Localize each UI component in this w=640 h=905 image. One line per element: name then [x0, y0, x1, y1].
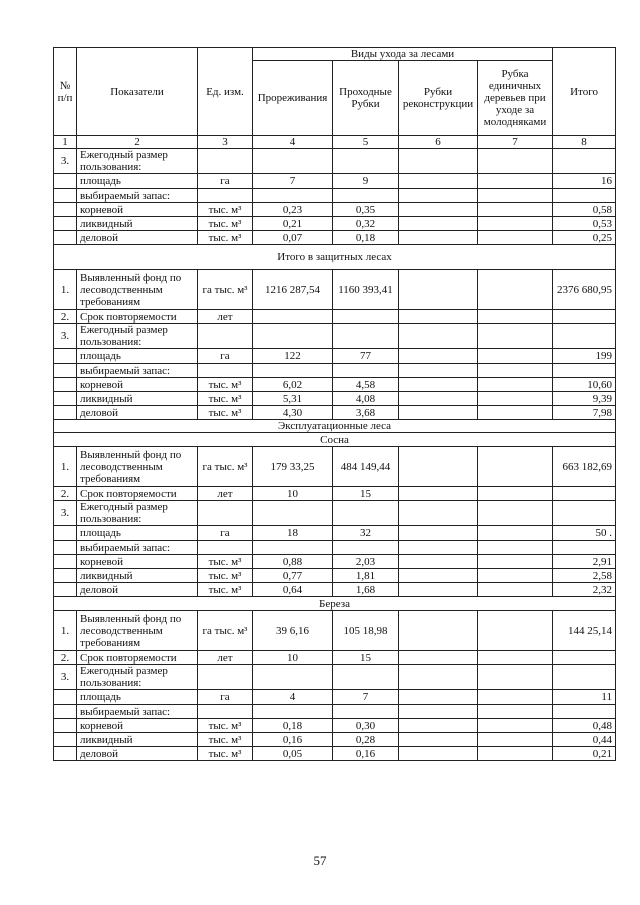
cell-reconstruction: [399, 665, 478, 690]
cell-thinning: [253, 501, 333, 526]
cell-label: корневой: [77, 378, 198, 392]
cell-reconstruction: [399, 447, 478, 487]
cell-total: 663 182,69: [553, 447, 616, 487]
cell-reconstruction: [399, 569, 478, 583]
section-row: [54, 245, 616, 270]
cell-thinning: [253, 324, 333, 349]
cell-passage: [333, 665, 399, 690]
cell-no: 3.: [54, 324, 77, 349]
cell-total: 0,58: [553, 203, 616, 217]
cell-passage: 484 149,44: [333, 447, 399, 487]
cell-no: [54, 747, 77, 761]
cell-thinning: 6,02: [253, 378, 333, 392]
cell-total: 2,58: [553, 569, 616, 583]
cell-single: [478, 231, 553, 245]
cell-unit: лет: [198, 651, 253, 665]
cell-label: выбираемый запас:: [77, 541, 198, 555]
cell-passage: 15: [333, 651, 399, 665]
cell-total: [553, 324, 616, 349]
cell-single: [478, 665, 553, 690]
cell-unit: тыс. м³: [198, 583, 253, 597]
cell-total: 2,91: [553, 555, 616, 569]
cell-single: [478, 217, 553, 231]
table-row: [54, 231, 616, 245]
table-row: [54, 747, 616, 761]
cell-unit: га: [198, 690, 253, 705]
cell-total: [553, 665, 616, 690]
cell-unit: га тыс. м³: [198, 270, 253, 310]
page-number: 57: [313, 853, 327, 868]
table-row: [54, 690, 616, 705]
table-row: [54, 487, 616, 501]
cell-total: 9,39: [553, 392, 616, 406]
section-row: [54, 597, 616, 611]
cell-unit: га: [198, 174, 253, 189]
section-title: Итого в защитных лесах: [54, 245, 616, 270]
cell-thinning: [253, 149, 333, 174]
cell-unit: [198, 501, 253, 526]
cell-passage: [333, 541, 399, 555]
cell-label: корневой: [77, 203, 198, 217]
cell-thinning: 18: [253, 526, 333, 541]
cell-reconstruction: [399, 705, 478, 719]
cell-label: Ежегодный размер пользования:: [77, 324, 198, 349]
cell-total: 2,32: [553, 583, 616, 597]
cell-total: 0,25: [553, 231, 616, 245]
cell-no: [54, 392, 77, 406]
cell-total: [553, 149, 616, 174]
cell-no: 2.: [54, 487, 77, 501]
cell-total: [553, 189, 616, 203]
cell-single: [478, 364, 553, 378]
cell-reconstruction: [399, 189, 478, 203]
cell-label: выбираемый запас:: [77, 364, 198, 378]
header-total: Итого: [553, 48, 616, 136]
cell-reconstruction: [399, 541, 478, 555]
cell-label: Выявленный фонд по лесоводственным требованиям: [77, 447, 198, 487]
cell-passage: 15: [333, 487, 399, 501]
cell-single: [478, 487, 553, 501]
cell-unit: лет: [198, 487, 253, 501]
cell-single: [478, 541, 553, 555]
colnum-3: 3: [198, 136, 253, 149]
cell-unit: тыс. м³: [198, 406, 253, 420]
cell-label: ликвидный: [77, 733, 198, 747]
table-row: [54, 569, 616, 583]
colnum-6: 6: [399, 136, 478, 149]
cell-reconstruction: [399, 719, 478, 733]
cell-total: 0,21: [553, 747, 616, 761]
cell-passage: 4,08: [333, 392, 399, 406]
table-row: [54, 392, 616, 406]
cell-thinning: 0,05: [253, 747, 333, 761]
cell-single: [478, 555, 553, 569]
cell-passage: 0,16: [333, 747, 399, 761]
cell-total: [553, 364, 616, 378]
colnum-5: 5: [333, 136, 399, 149]
cell-no: [54, 406, 77, 420]
cell-unit: [198, 364, 253, 378]
cell-unit: [198, 149, 253, 174]
table-row: [54, 364, 616, 378]
cell-no: [54, 733, 77, 747]
cell-label: Срок повторяемости: [77, 487, 198, 501]
colnum-4: 4: [253, 136, 333, 149]
cell-reconstruction: [399, 349, 478, 364]
cell-no: 1.: [54, 447, 77, 487]
cell-thinning: 7: [253, 174, 333, 189]
header-reconstruction-cuttings: Рубки реконструкции: [399, 61, 478, 136]
cell-label: Выявленный фонд по лесоводственным требованиям: [77, 270, 198, 310]
cell-unit: га тыс. м³: [198, 611, 253, 651]
cell-label: площадь: [77, 526, 198, 541]
header-passage-cuttings: Проходные Рубки: [333, 61, 399, 136]
cell-single: [478, 149, 553, 174]
cell-reconstruction: [399, 217, 478, 231]
cell-no: 3.: [54, 149, 77, 174]
cell-reconstruction: [399, 203, 478, 217]
cell-passage: 9: [333, 174, 399, 189]
cell-passage: 32: [333, 526, 399, 541]
table-row: [54, 189, 616, 203]
cell-unit: тыс. м³: [198, 378, 253, 392]
cell-single: [478, 526, 553, 541]
cell-total: 50 .: [553, 526, 616, 541]
cell-no: [54, 690, 77, 705]
cell-no: [54, 189, 77, 203]
cell-unit: тыс. м³: [198, 747, 253, 761]
cell-reconstruction: [399, 392, 478, 406]
cell-thinning: [253, 541, 333, 555]
cell-label: Ежегодный размер пользования:: [77, 149, 198, 174]
cell-single: [478, 189, 553, 203]
cell-label: площадь: [77, 174, 198, 189]
cell-total: 11: [553, 690, 616, 705]
cell-single: [478, 733, 553, 747]
table-row: [54, 310, 616, 324]
cell-no: 3.: [54, 665, 77, 690]
cell-reconstruction: [399, 406, 478, 420]
cell-thinning: 1216 287,54: [253, 270, 333, 310]
table-row: [54, 324, 616, 349]
table-row: [54, 349, 616, 364]
cell-passage: 105 18,98: [333, 611, 399, 651]
section-title: Эксплуатационные леса: [54, 420, 616, 433]
cell-label: Ежегодный размер пользования:: [77, 501, 198, 526]
cell-thinning: 0,77: [253, 569, 333, 583]
cell-total: 199: [553, 349, 616, 364]
table-row: [54, 665, 616, 690]
cell-thinning: 10: [253, 651, 333, 665]
cell-single: [478, 174, 553, 189]
header-single-tree-cutting: Рубка единичных деревьев при уходе за молодняками: [478, 61, 553, 136]
cell-single: [478, 583, 553, 597]
cell-no: [54, 583, 77, 597]
cell-single: [478, 349, 553, 364]
cell-unit: тыс. м³: [198, 555, 253, 569]
cell-label: деловой: [77, 406, 198, 420]
cell-no: [54, 719, 77, 733]
cell-passage: [333, 149, 399, 174]
cell-no: [54, 526, 77, 541]
cell-passage: 0,35: [333, 203, 399, 217]
cell-single: [478, 392, 553, 406]
header-care-types: Виды ухода за лесами: [253, 48, 553, 61]
cell-reconstruction: [399, 149, 478, 174]
cell-label: выбираемый запас:: [77, 705, 198, 719]
cell-thinning: 0,64: [253, 583, 333, 597]
cell-single: [478, 310, 553, 324]
cell-thinning: 5,31: [253, 392, 333, 406]
cell-thinning: 10: [253, 487, 333, 501]
cell-label: ликвидный: [77, 392, 198, 406]
table-row: [54, 719, 616, 733]
cell-label: выбираемый запас:: [77, 189, 198, 203]
cell-total: 0,48: [553, 719, 616, 733]
cell-passage: 0,18: [333, 231, 399, 245]
cell-reconstruction: [399, 501, 478, 526]
cell-thinning: [253, 189, 333, 203]
cell-unit: лет: [198, 310, 253, 324]
cell-no: [54, 203, 77, 217]
cell-thinning: 4,30: [253, 406, 333, 420]
cell-thinning: 39 6,16: [253, 611, 333, 651]
cell-single: [478, 324, 553, 349]
cell-label: деловой: [77, 583, 198, 597]
cell-unit: тыс. м³: [198, 719, 253, 733]
cell-label: ликвидный: [77, 217, 198, 231]
cell-single: [478, 406, 553, 420]
cell-thinning: 0,07: [253, 231, 333, 245]
cell-passage: 0,28: [333, 733, 399, 747]
header-indicators: Показатели: [77, 48, 198, 136]
cell-thinning: 0,21: [253, 217, 333, 231]
cell-total: [553, 310, 616, 324]
cell-total: [553, 705, 616, 719]
table-row: [54, 270, 616, 310]
cell-single: [478, 747, 553, 761]
cell-label: Ежегодный размер пользования:: [77, 665, 198, 690]
cell-passage: 77: [333, 349, 399, 364]
cell-total: 0,44: [553, 733, 616, 747]
table-row: [54, 555, 616, 569]
cell-thinning: [253, 310, 333, 324]
cell-thinning: 122: [253, 349, 333, 364]
table-row: [54, 501, 616, 526]
cell-thinning: 179 33,25: [253, 447, 333, 487]
colnum-8: 8: [553, 136, 616, 149]
cell-passage: 2,03: [333, 555, 399, 569]
cell-total: 7,98: [553, 406, 616, 420]
cell-reconstruction: [399, 747, 478, 761]
cell-label: Срок повторяемости: [77, 651, 198, 665]
cell-total: 10,60: [553, 378, 616, 392]
header-no: № п/п: [54, 48, 77, 136]
cell-passage: 7: [333, 690, 399, 705]
cell-unit: тыс. м³: [198, 733, 253, 747]
cell-total: [553, 487, 616, 501]
cell-no: [54, 217, 77, 231]
cell-unit: [198, 324, 253, 349]
cell-no: 2.: [54, 651, 77, 665]
table-row: [54, 541, 616, 555]
cell-reconstruction: [399, 611, 478, 651]
cell-passage: [333, 705, 399, 719]
table-row: [54, 733, 616, 747]
header-unit: Ед. изм.: [198, 48, 253, 136]
table-row: [54, 406, 616, 420]
colnum-7: 7: [478, 136, 553, 149]
cell-no: 1.: [54, 270, 77, 310]
cell-passage: [333, 364, 399, 378]
cell-reconstruction: [399, 378, 478, 392]
section-title: Береза: [54, 597, 616, 611]
cell-passage: 0,32: [333, 217, 399, 231]
table-row: [54, 217, 616, 231]
cell-no: 1.: [54, 611, 77, 651]
cell-passage: 1,68: [333, 583, 399, 597]
section-title: Сосна: [54, 433, 616, 447]
cell-passage: 3,68: [333, 406, 399, 420]
cell-unit: га тыс. м³: [198, 447, 253, 487]
cell-no: 3.: [54, 501, 77, 526]
cell-unit: тыс. м³: [198, 392, 253, 406]
cell-reconstruction: [399, 733, 478, 747]
cell-reconstruction: [399, 526, 478, 541]
cell-reconstruction: [399, 231, 478, 245]
cell-reconstruction: [399, 174, 478, 189]
cell-reconstruction: [399, 310, 478, 324]
cell-passage: [333, 310, 399, 324]
colnum-1: 1: [54, 136, 77, 149]
cell-thinning: [253, 364, 333, 378]
cell-label: корневой: [77, 719, 198, 733]
cell-single: [478, 705, 553, 719]
cell-unit: [198, 705, 253, 719]
cell-reconstruction: [399, 324, 478, 349]
cell-unit: га: [198, 349, 253, 364]
cell-reconstruction: [399, 690, 478, 705]
table-row: [54, 583, 616, 597]
cell-thinning: 0,88: [253, 555, 333, 569]
cell-label: площадь: [77, 349, 198, 364]
cell-reconstruction: [399, 364, 478, 378]
cell-no: 2.: [54, 310, 77, 324]
cell-label: деловой: [77, 747, 198, 761]
cell-total: [553, 541, 616, 555]
cell-unit: тыс. м³: [198, 203, 253, 217]
cell-total: 144 25,14: [553, 611, 616, 651]
cell-reconstruction: [399, 487, 478, 501]
cell-single: [478, 447, 553, 487]
cell-label: Выявленный фонд по лесоводственным требованиям: [77, 611, 198, 651]
cell-total: 16: [553, 174, 616, 189]
cell-single: [478, 719, 553, 733]
cell-reconstruction: [399, 270, 478, 310]
cell-single: [478, 501, 553, 526]
cell-no: [54, 705, 77, 719]
cell-reconstruction: [399, 651, 478, 665]
cell-total: 0,53: [553, 217, 616, 231]
section-row: [54, 433, 616, 447]
header-thinning: Прореживания: [253, 61, 333, 136]
cell-passage: 4,58: [333, 378, 399, 392]
table-row: [54, 611, 616, 651]
cell-single: [478, 569, 553, 583]
cell-label: ликвидный: [77, 569, 198, 583]
cell-label: корневой: [77, 555, 198, 569]
cell-total: [553, 501, 616, 526]
cell-single: [478, 690, 553, 705]
colnum-2: 2: [77, 136, 198, 149]
table-row: [54, 174, 616, 189]
cell-single: [478, 378, 553, 392]
cell-thinning: 0,16: [253, 733, 333, 747]
cell-thinning: 4: [253, 690, 333, 705]
cell-unit: тыс. м³: [198, 569, 253, 583]
cell-label: деловой: [77, 231, 198, 245]
cell-no: [54, 349, 77, 364]
cell-unit: га: [198, 526, 253, 541]
cell-single: [478, 651, 553, 665]
cell-thinning: 0,23: [253, 203, 333, 217]
cell-passage: 1,81: [333, 569, 399, 583]
cell-unit: [198, 189, 253, 203]
cell-reconstruction: [399, 555, 478, 569]
forest-care-table: [53, 47, 616, 761]
table-row: [54, 705, 616, 719]
table-row: [54, 149, 616, 174]
cell-passage: 0,30: [333, 719, 399, 733]
cell-no: [54, 555, 77, 569]
cell-thinning: [253, 665, 333, 690]
cell-label: площадь: [77, 690, 198, 705]
cell-unit: тыс. м³: [198, 217, 253, 231]
cell-total: 2376 680,95: [553, 270, 616, 310]
cell-unit: [198, 665, 253, 690]
cell-passage: [333, 324, 399, 349]
cell-thinning: 0,18: [253, 719, 333, 733]
table-row: [54, 378, 616, 392]
cell-label: Срок повторяемости: [77, 310, 198, 324]
table-row: [54, 447, 616, 487]
cell-no: [54, 569, 77, 583]
cell-passage: 1160 393,41: [333, 270, 399, 310]
cell-unit: тыс. м³: [198, 231, 253, 245]
cell-no: [54, 378, 77, 392]
cell-total: [553, 651, 616, 665]
cell-single: [478, 203, 553, 217]
cell-passage: [333, 501, 399, 526]
cell-single: [478, 270, 553, 310]
cell-no: [54, 364, 77, 378]
table-row: [54, 203, 616, 217]
cell-thinning: [253, 705, 333, 719]
table-row: [54, 526, 616, 541]
table-row: [54, 651, 616, 665]
cell-unit: [198, 541, 253, 555]
cell-no: [54, 231, 77, 245]
section-row: [54, 420, 616, 433]
cell-passage: [333, 189, 399, 203]
cell-no: [54, 174, 77, 189]
cell-reconstruction: [399, 583, 478, 597]
cell-no: [54, 541, 77, 555]
cell-single: [478, 611, 553, 651]
